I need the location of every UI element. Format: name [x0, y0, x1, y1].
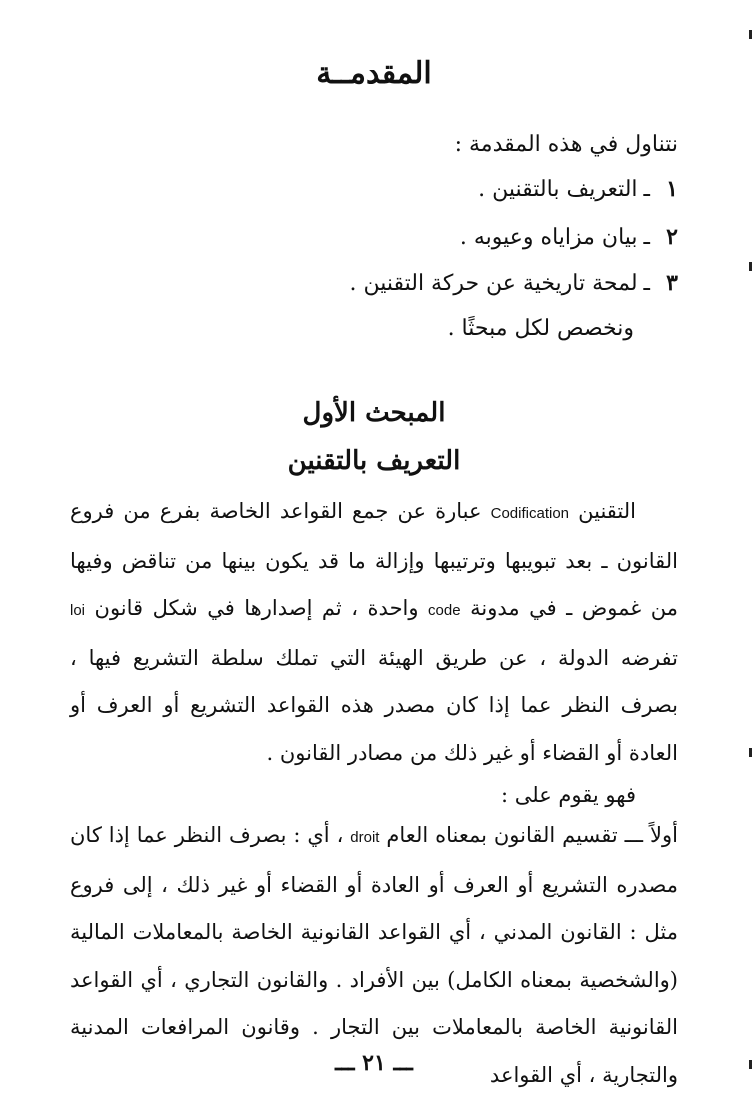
latin-term: droit	[350, 829, 380, 846]
list-item-dash: ـ	[643, 225, 650, 250]
list-item-text: لمحة تاريخية عن حركة التقنين .	[349, 271, 638, 296]
intro-line: نتناول في هذه المقدمة :	[454, 132, 678, 157]
list-item-dash: ـ	[643, 177, 650, 202]
para-text: واحدة ، ثم إصدارها في شكل قانون	[94, 596, 419, 620]
book-page	[70, 0, 678, 1098]
list-item	[460, 222, 678, 253]
para-text: عبارة عن جمع القواعد الخاصة بفرع من فروع القانون ـ بعد تبويبها وترتيبها وإزالة ما قد يكون بينها من تناقض وفيها من غموض ـ في مدونة	[70, 499, 678, 620]
list-item-number: ٢	[666, 224, 678, 250]
list-item-text: التعريف بالتقنين .	[478, 177, 638, 202]
para-text: تفرضه الدولة ، عن طريق الهيئة التي تملك سلطة التشريع فيها ، بصرف النظر عما إذا كان مصدر هذه القواعد التشريع أو العرف أو العادة أو القضاء أو غير ذلك من مصادر القانون .	[70, 645, 678, 765]
list-item-number: ٣	[666, 270, 678, 296]
page-number: ـــ ٢١ ـــ	[335, 1050, 413, 1076]
para-text: أولاً ـــ تقسيم القانون بمعناه العام	[386, 823, 678, 847]
list-item-dash: ـ	[643, 271, 650, 296]
list-item	[478, 174, 678, 205]
body-paragraph-1	[70, 488, 678, 777]
latin-term: Codification	[490, 505, 570, 522]
para-text: التقنين	[578, 499, 636, 523]
latin-term: code	[428, 602, 461, 619]
list-item-text: بيان مزاياه وعيوبه .	[459, 225, 638, 250]
closing-line: ونخصص لكل مبحثًا .	[447, 316, 634, 341]
section-subheading: التعريف بالتقنين	[287, 446, 461, 476]
body-paragraph-2: فهو يقوم على :	[501, 783, 636, 807]
list-item	[349, 268, 678, 299]
latin-term: loi	[70, 602, 86, 619]
list-item-number: ١	[666, 176, 678, 202]
para-text: ، أي : بصرف النظر عما إذا كان مصدره التشريع أو العرف أو العادة أو القضاء أو غير ذلك ، إلى فروع مثل : القانون المدني ، أي القواعد القانونية الخاصة بالمعاملات المالية (والشخصية بمعناه الكامل) بين الأفراد . والقانون التجاري ، أي القواعد القانونية الخاصة بالمعاملات بين التجار . وقانون المرافعات المدنية والتجارية ، أي القواعد	[70, 823, 678, 1087]
section-heading: المبحث الأول	[302, 398, 446, 428]
page-title: المقدمــة	[316, 56, 432, 91]
